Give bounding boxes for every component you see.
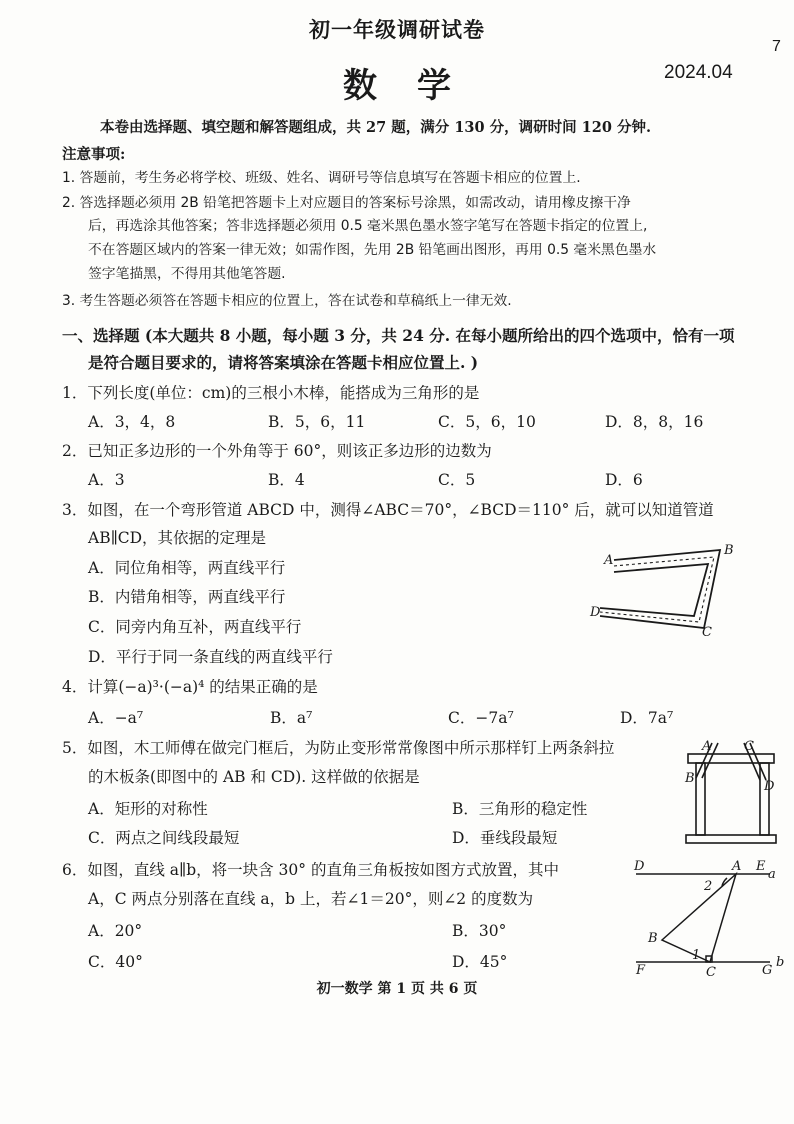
q6-label-angle-1: 1 <box>692 948 701 963</box>
q3-option-c: C．同旁内角互补，两直线平行 <box>88 618 302 636</box>
exam-title: 初一年级调研试卷 <box>309 18 485 42</box>
q6-stem-line-2: A，C 两点分别落在直线 a，b 上，若∠1＝20°，则∠2 的度数为 <box>88 890 534 908</box>
q5-option-d: D．垂线段最短 <box>452 829 558 847</box>
note-line-1: 1. 答题前，考生务必将学校、班级、姓名、调研号等信息填写在答题卡相应的位置上. <box>62 170 581 186</box>
q3-pipe-figure <box>586 538 746 638</box>
q4-option-b: B．a⁷ <box>270 709 313 727</box>
q1-option-d: D．8，8，16 <box>605 413 704 431</box>
q6-option-d: D．45° <box>452 953 508 971</box>
q5-stem-line-1: 5．如图，木工师傅在做完门框后，为防止变形常常像图中所示那样钉上两条斜拉 <box>62 739 615 757</box>
q6-label-a: A <box>732 859 742 874</box>
q5-label-a: A <box>702 739 712 754</box>
q4-option-d: D．7a⁷ <box>620 709 674 727</box>
q2-option-d: D．6 <box>605 471 643 489</box>
q3-label-c: C <box>702 625 712 638</box>
q5-option-b: B．三角形的稳定性 <box>452 800 588 818</box>
q5-option-c: C．两点之间线段最短 <box>88 829 240 847</box>
q3-stem-line-2: AB∥CD，其依据的定理是 <box>88 529 267 547</box>
q6-label-f: F <box>636 963 646 978</box>
q3-stem-line-1: 3．如图，在一个弯形管道 ABCD 中，测得∠ABC＝70°，∠BCD＝110° 后，就可以知道管道 <box>62 501 714 519</box>
q6-label-line-b: b <box>776 955 785 970</box>
q5-option-a: A．矩形的对称性 <box>88 800 208 818</box>
page-footer: 初一数学 第 1 页 共 6 页 <box>316 981 478 997</box>
q5-door-frame-figure <box>682 738 778 850</box>
q6-label-line-a: a <box>768 867 776 882</box>
q4-stem: 4．计算(−a)³·(−a)⁴ 的结果正确的是 <box>62 678 318 696</box>
q6-label-angle-2: 2 <box>704 879 713 894</box>
q6-option-b: B．30° <box>452 922 507 940</box>
q3-label-a: A <box>604 553 614 568</box>
q6-label-c: C <box>706 965 716 980</box>
q3-option-d: D．平行于同一条直线的两直线平行 <box>88 648 333 666</box>
q3-label-b: B <box>724 543 734 558</box>
q6-stem-line-1: 6．如图，直线 a∥b，将一块含 30° 的直角三角板按如图方式放置，其中 <box>62 861 559 879</box>
q3-option-b: B．内错角相等，两直线平行 <box>88 588 286 606</box>
section-one-line-1: 一、选择题 (本大题共 8 小题，每小题 3 分，共 24 分. 在每小题所给出的四个选项中，恰有一项 <box>62 326 735 345</box>
q2-stem: 2．已知正多边形的一个外角等于 60°，则该正多边形的边数为 <box>62 442 492 460</box>
q2-option-c: C．5 <box>438 471 476 489</box>
q5-stem-line-2: 的木板条(即图中的 AB 和 CD). 这样做的依据是 <box>88 768 420 786</box>
note-line-5: 签字笔描黑，不得用其他笔答题. <box>88 266 286 282</box>
q1-stem: 1．下列长度(单位：cm)的三根小木棒，能搭成为三角形的是 <box>62 384 480 402</box>
corner-mark: 7 <box>772 38 781 55</box>
q6-label-g: G <box>762 963 773 978</box>
section-one-line-2: 是符合题目要求的，请将答案填涂在答题卡相应位置上. ) <box>88 353 479 372</box>
q6-option-c: C．40° <box>88 953 143 971</box>
q2-option-b: B．4 <box>268 471 305 489</box>
note-line-6: 3. 考生答题必须答在答题卡相应的位置上，答在试卷和草稿纸上一律无效. <box>62 293 512 309</box>
q6-triangle-figure <box>628 856 790 980</box>
subject-title: 数学 <box>343 66 491 106</box>
q5-label-d: D <box>764 779 775 794</box>
q2-option-a: A．3 <box>88 471 125 489</box>
q5-label-c: C <box>744 739 754 754</box>
notes-heading: 注意事项: <box>62 146 126 163</box>
exam-intro: 本卷由选择题、填空题和解答题组成，共 27 题，满分 130 分，调研时间 120 分钟. <box>100 119 652 136</box>
q1-option-c: C．5，6，10 <box>438 413 536 431</box>
q3-label-d: D <box>590 605 601 620</box>
q4-option-a: A．−a⁷ <box>88 709 144 727</box>
q6-label-d: D <box>634 859 645 874</box>
note-line-2: 2. 答选择题必须用 2B 铅笔把答题卡上对应题目的答案标号涂黑，如需改动，请用橡皮擦干净 <box>62 195 631 211</box>
note-line-4: 不在答题区域内的答案一律无效；如需作图，先用 2B 铅笔画出图形，再用 0.5 毫米黑色墨水 <box>88 242 657 258</box>
q6-label-b: B <box>648 931 658 946</box>
q4-option-c: C．−7a⁷ <box>448 709 514 727</box>
q5-label-b: B <box>685 771 695 786</box>
exam-date: 2024.04 <box>664 62 733 83</box>
q1-option-b: B．5，6，11 <box>268 413 366 431</box>
q3-option-a: A．同位角相等，两直线平行 <box>88 559 286 577</box>
q1-option-a: A．3，4，8 <box>88 413 176 431</box>
q6-label-e: E <box>756 859 766 874</box>
note-line-3: 后，再选涂其他答案；答非选择题必须用 0.5 毫米黑色墨水签字笔写在答题卡指定的位置上, <box>88 218 648 234</box>
q6-option-a: A．20° <box>88 922 143 940</box>
